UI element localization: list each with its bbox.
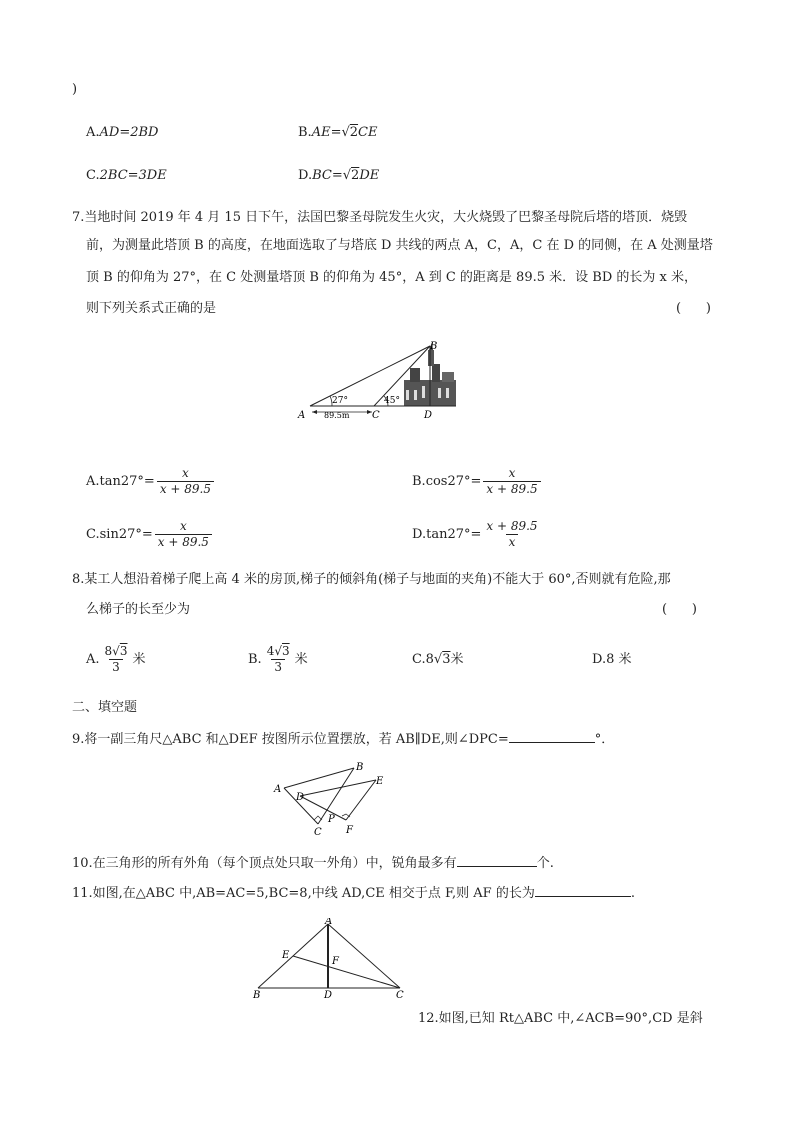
coefficient: 4 [266, 644, 275, 658]
q9-text-post: °． [594, 732, 615, 747]
numerator: x [179, 519, 187, 533]
option-text: 2BC=3DE [99, 168, 167, 183]
root-value: 3 [119, 644, 128, 658]
option-fraction [264, 644, 293, 675]
q8-option-c[interactable] [412, 650, 464, 670]
q6-option-d[interactable] [298, 166, 379, 186]
q8-option-d[interactable] [592, 650, 632, 670]
option-letter: B. [298, 125, 312, 140]
distance-label: 89.5m [324, 411, 350, 420]
label-f: F [332, 956, 339, 967]
denominator: 3 [271, 659, 285, 675]
q10-text-pre: 10.在三角形的所有外角（每个顶点处只取一外角）中，锐角最多有 [72, 856, 457, 871]
q11-text-pre: 11.如图,在△ABC 中,AB=AC=5,BC=8,中线 AD,CE 相交于点 F,则 AF 的长为 [72, 886, 535, 901]
numerator [264, 644, 293, 659]
option-text: 8 米 [606, 652, 632, 667]
label-b: B [430, 341, 438, 352]
section-heading: 二、填空题 [72, 700, 138, 715]
label-p: P [328, 814, 335, 825]
option-fraction [157, 466, 214, 497]
label-c: C [396, 990, 404, 1000]
option-fraction [483, 466, 540, 497]
option-text-pre: AE= [311, 125, 342, 140]
option-letter: C. [412, 652, 426, 667]
label-f: F [346, 825, 353, 836]
label-b: B [356, 762, 364, 773]
q7-line-2: 前，为测量此塔顶 B 的高度，在地面选取了与塔底 D 共线的两点 A，C，A，C 在 D 的同侧，在 A 处测量塔 [86, 238, 713, 253]
sqrt-icon: √ [433, 652, 443, 667]
angle-45-label: 45° [384, 396, 400, 406]
q7-option-c[interactable] [86, 519, 214, 550]
label-e: E [282, 950, 290, 961]
coefficient: 8 [104, 644, 113, 658]
label-a: A [274, 784, 282, 795]
label-d: D [424, 410, 433, 421]
unit: 米 [294, 652, 308, 667]
denominator: x + 89.5 [483, 481, 540, 497]
unit: 米 [450, 652, 464, 667]
denominator: x + 89.5 [157, 481, 214, 497]
numerator: x [508, 466, 516, 480]
option-letter: C. [86, 527, 100, 542]
q6-option-b[interactable] [298, 123, 377, 143]
numerator: x + 89.5 [486, 519, 538, 533]
q6-paren: ) [72, 82, 78, 97]
option-function: sin27°= [99, 527, 153, 542]
denominator: x [506, 534, 519, 550]
option-letter: D. [592, 652, 607, 667]
numerator [102, 644, 131, 659]
option-fraction [155, 519, 212, 550]
q8-answer-paren: ( ) [662, 602, 697, 617]
q7-answer-paren: ( ) [676, 301, 711, 316]
label-e: E [376, 776, 384, 787]
q7-line-3: 顶 B 的仰角为 27°，在 C 处测量塔顶 B 的仰角为 45°，A 到 C 的距离是 89.5 米．设 BD 的长为 x 米， [86, 270, 697, 285]
sqrt-icon: √ [274, 644, 282, 658]
label-c: C [372, 410, 380, 421]
option-letter: B. [248, 652, 262, 667]
option-fraction [483, 519, 540, 550]
label-d: D [324, 990, 333, 1000]
option-text-pre: BC= [312, 168, 343, 183]
option-text-post: DE [359, 168, 380, 183]
option-letter: B. [412, 474, 426, 489]
q7-line-4: 则下列关系式正确的是 [86, 301, 217, 316]
label-a: A [298, 410, 306, 421]
q8-line-1: 8.某工人想沿着梯子爬上高 4 米的房顶,梯子的倾斜角(梯子与地面的夹角)不能大于 60°,否则就有危险,那 [72, 572, 671, 587]
option-letter: C. [86, 168, 100, 183]
q10-answer-blank[interactable] [457, 852, 537, 867]
q10-text [72, 852, 554, 874]
q11-text-post: . [630, 886, 635, 901]
q7-figure [292, 340, 462, 425]
sqrt-icon: √ [112, 644, 120, 658]
unit: 米 [132, 652, 146, 667]
q8-option-b[interactable] [248, 642, 308, 678]
angle-27-label: 27° [332, 396, 348, 406]
q6-option-c[interactable] [86, 166, 167, 186]
root-value: 3 [281, 644, 290, 658]
q9-text [72, 728, 614, 750]
q9-answer-blank[interactable] [509, 728, 595, 743]
option-function: cos27°= [425, 474, 482, 489]
option-function: tan27°= [426, 527, 482, 542]
option-text: AD=2BD [99, 125, 159, 140]
numerator: x [182, 466, 189, 480]
q12-text: 12.如图,已知 Rt△ABC 中,∠ACB=90°,CD 是斜 [418, 1011, 703, 1026]
q9-text-pre: 9.将一副三角尺△ABC 和△DEF 按图所示位置摆放，若 AB∥DE,则∠DPC= [72, 732, 509, 747]
q10-text-post: 个. [536, 856, 554, 871]
q9-figure [272, 760, 392, 840]
option-letter: A. [86, 652, 100, 667]
q11-figure [248, 918, 418, 1000]
coefficient: 8 [425, 652, 434, 667]
root-value: 2 [349, 125, 359, 140]
denominator: x + 89.5 [155, 534, 212, 550]
q7-option-a[interactable] [86, 466, 216, 497]
q8-option-a[interactable] [86, 642, 145, 678]
q11-answer-blank[interactable] [535, 882, 631, 897]
label-a: A [325, 918, 333, 927]
q11-text [72, 882, 635, 904]
option-function: tan27°= [99, 474, 155, 489]
denominator: 3 [109, 659, 123, 675]
sqrt-icon: √ [341, 125, 350, 140]
root-value: 3 [442, 652, 451, 667]
q7-option-b[interactable] [412, 466, 543, 497]
label-c: C [314, 827, 322, 838]
option-text-post: CE [358, 125, 378, 140]
q7-option-d[interactable] [412, 519, 543, 550]
label-b: B [253, 990, 261, 1000]
q6-option-a[interactable] [86, 123, 158, 143]
option-letter: D. [412, 527, 427, 542]
q8-line-2: 么梯子的长至少为 [86, 602, 191, 617]
option-fraction [102, 644, 131, 675]
option-letter: A. [86, 474, 100, 489]
option-letter: D. [298, 168, 313, 183]
option-letter: A. [86, 125, 100, 140]
root-value: 2 [351, 168, 360, 183]
label-d: D [296, 792, 305, 803]
sqrt-icon: √ [342, 168, 352, 183]
q7-line-1: 7.当地时间 2019 年 4 月 15 日下午，法国巴黎圣母院发生火灾，大火烧毁了巴黎圣母院后塔的塔顶．烧毁 [72, 210, 688, 225]
